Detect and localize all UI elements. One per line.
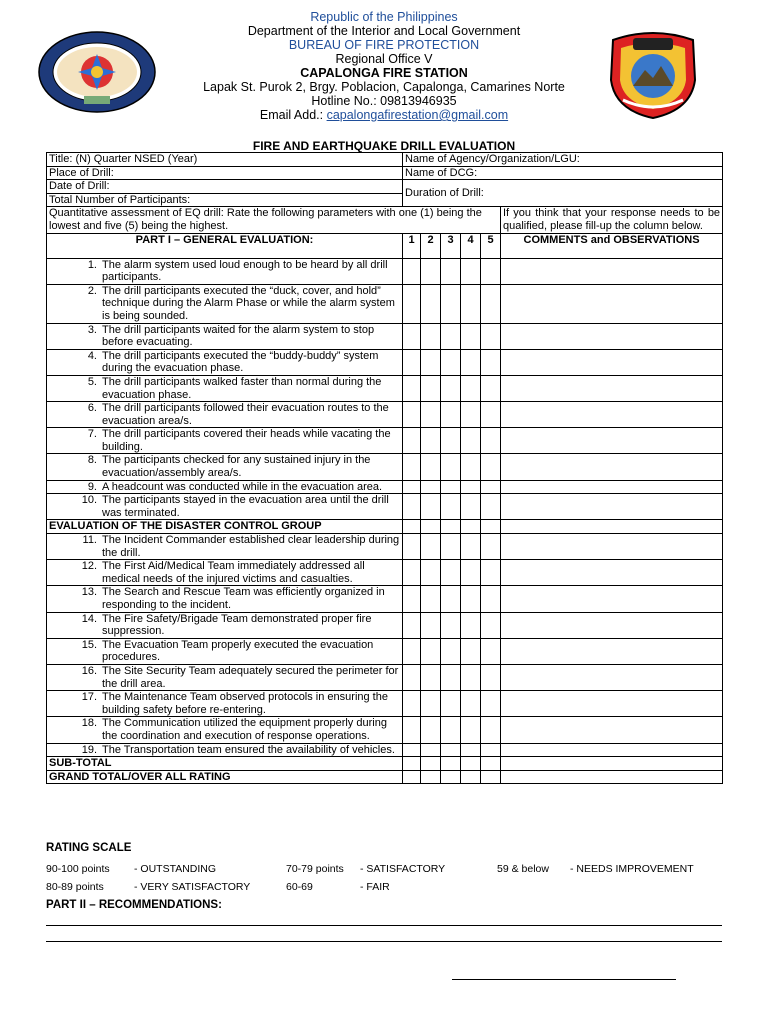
rating-cell-3[interactable]	[441, 691, 461, 717]
criteria-text: The drill participants executed the “buddy-buddy” system during the evacuation phase.	[102, 349, 379, 375]
rating-cell-3[interactable]	[441, 638, 461, 664]
rating-cell-2[interactable]	[421, 454, 441, 480]
dcg-field[interactable]: Name of DCG:	[403, 166, 723, 180]
rating-cell-4[interactable]	[461, 612, 481, 638]
rating-cell-5[interactable]	[481, 717, 501, 743]
criteria-number: 8.	[87, 454, 97, 467]
scale-points: 80-89 points	[46, 881, 104, 893]
rating-scale	[46, 842, 736, 899]
rating-cell-3[interactable]	[441, 480, 461, 494]
address-line: Lapak St. Purok 2, Brgy. Poblacion, Capalonga, Camarines Norte	[203, 80, 565, 94]
region-line: Regional Office V	[335, 52, 433, 66]
rating-cell-3[interactable]	[441, 770, 461, 784]
criteria-number: 12.	[81, 560, 97, 573]
rating-cell-1[interactable]	[403, 757, 421, 771]
rating-cell-4[interactable]	[461, 770, 481, 784]
recommendation-line-1[interactable]	[46, 925, 722, 926]
rating-cell-3[interactable]	[441, 520, 461, 534]
rating-cell-1[interactable]	[403, 402, 421, 428]
criteria-cell	[47, 494, 403, 520]
info-row	[47, 153, 723, 167]
rating-cell-1[interactable]	[403, 664, 421, 690]
comment-cell[interactable]	[501, 480, 723, 494]
bureau-line: BUREAU OF FIRE PROTECTION	[288, 38, 480, 52]
rating-cell-2[interactable]	[421, 402, 441, 428]
criteria-cell	[47, 428, 403, 454]
rating-cell-5[interactable]	[481, 534, 501, 560]
criteria-row	[47, 402, 723, 428]
rating-row	[46, 881, 736, 899]
rating-cell-4[interactable]	[461, 534, 481, 560]
rating-cell-2[interactable]	[421, 638, 441, 664]
criteria-row	[47, 323, 723, 349]
rating-cell-3[interactable]	[441, 757, 461, 771]
rating-row	[46, 863, 736, 881]
rating-cell-1[interactable]	[403, 770, 421, 784]
rating-cell-2[interactable]	[421, 612, 441, 638]
document-title: FIRE AND EARTHQUAKE DRILL EVALUATION	[252, 139, 516, 153]
criteria-number: 16.	[81, 664, 97, 677]
participants-field[interactable]: Total Number of Participants:	[47, 193, 403, 207]
rating-cell-5[interactable]	[481, 664, 501, 690]
rating-cell-3[interactable]	[441, 717, 461, 743]
rating-cell-2[interactable]	[421, 534, 441, 560]
criteria-text: The Evacuation Team properly executed the evacuation procedures.	[102, 638, 374, 664]
column-header-row	[47, 233, 723, 258]
comment-cell[interactable]	[501, 349, 723, 375]
rating-cell-4[interactable]	[461, 402, 481, 428]
rating-cell-2[interactable]	[421, 664, 441, 690]
rating-cell-4[interactable]	[461, 428, 481, 454]
rating-cell-4[interactable]	[461, 258, 481, 284]
criteria-text: The First Aid/Medical Team immediately addressed all medical needs of the injured victims and casualties.	[102, 560, 365, 585]
rating-cell-2[interactable]	[421, 494, 441, 520]
republic-line: Republic of the Philippines	[310, 10, 458, 24]
rating-cell-1[interactable]	[403, 428, 421, 454]
email-line	[0, 108, 768, 122]
criteria-number: 14.	[81, 612, 97, 625]
rating-cell-5[interactable]	[481, 612, 501, 638]
rating-cell-1[interactable]	[403, 454, 421, 480]
rating-scale-heading: RATING SCALE	[46, 842, 132, 854]
criteria-cell	[47, 534, 403, 560]
rating-cell-3[interactable]	[441, 402, 461, 428]
subtotal-label: SUB-TOTAL	[47, 757, 403, 771]
rating-cell-5[interactable]	[481, 375, 501, 401]
rating-cell-5[interactable]	[481, 258, 501, 284]
rating-cell-1[interactable]	[403, 494, 421, 520]
comment-cell[interactable]	[501, 375, 723, 401]
rating-cell-3[interactable]	[441, 664, 461, 690]
comment-cell[interactable]	[501, 691, 723, 717]
rating-cell-4[interactable]	[461, 743, 481, 757]
station-line: CAPALONGA FIRE STATION	[300, 66, 468, 80]
rating-cell-5[interactable]	[481, 586, 501, 612]
rating-cell-2[interactable]	[421, 258, 441, 284]
comment-cell[interactable]	[501, 402, 723, 428]
rating-cell-3[interactable]	[441, 428, 461, 454]
rating-cell-1[interactable]	[403, 691, 421, 717]
dcg-section-heading: EVALUATION OF THE DISASTER CONTROL GROUP	[47, 520, 403, 534]
rating-cell-3[interactable]	[441, 454, 461, 480]
scale-points: 59 & below	[497, 863, 549, 875]
rating-cell-1[interactable]	[403, 743, 421, 757]
scale-label: - OUTSTANDING	[134, 863, 217, 875]
criteria-row	[47, 560, 723, 586]
comment-cell[interactable]	[501, 428, 723, 454]
rating-cell-3[interactable]	[441, 534, 461, 560]
rating-cell-4[interactable]	[461, 454, 481, 480]
rating-cell-5[interactable]	[481, 638, 501, 664]
criteria-row	[47, 586, 723, 612]
rating-cell-4[interactable]	[461, 586, 481, 612]
comment-cell[interactable]	[501, 586, 723, 612]
comment-cell[interactable]	[501, 494, 723, 520]
rating-cell-1[interactable]	[403, 717, 421, 743]
criteria-row	[47, 284, 723, 323]
criteria-number: 19.	[81, 743, 97, 756]
rating-cell-1[interactable]	[403, 349, 421, 375]
criteria-row	[47, 691, 723, 717]
scale-points: 90-100 points	[46, 863, 110, 875]
comment-cell[interactable]	[501, 454, 723, 480]
signature-line[interactable]	[452, 979, 676, 980]
criteria-number: 6.	[87, 402, 97, 415]
rating-cell-3[interactable]	[441, 375, 461, 401]
rating-cell-4[interactable]	[461, 494, 481, 520]
rating-cell-3[interactable]	[441, 743, 461, 757]
criteria-text: The drill participants walked faster than normal during the evacuation phase.	[102, 375, 382, 401]
comment-cell[interactable]	[501, 612, 723, 638]
rating-cell-2[interactable]	[421, 349, 441, 375]
comment-cell[interactable]	[501, 757, 723, 771]
comment-cell[interactable]	[501, 560, 723, 586]
criteria-number: 3.	[87, 323, 97, 336]
criteria-row	[47, 534, 723, 560]
instruction-row	[47, 207, 723, 233]
info-row	[47, 180, 723, 194]
rating-cell-4[interactable]	[461, 691, 481, 717]
date-field[interactable]: Date of Drill:	[47, 180, 403, 194]
criteria-number: 13.	[81, 586, 97, 599]
rating-cell-2[interactable]	[421, 428, 441, 454]
rating-cell-5[interactable]	[481, 560, 501, 586]
rating-cell-4[interactable]	[461, 638, 481, 664]
rating-cell-4[interactable]	[461, 323, 481, 349]
rating-header-1: 1	[403, 233, 421, 258]
comment-cell[interactable]	[501, 717, 723, 743]
rating-cell-1[interactable]	[403, 323, 421, 349]
subtotal-label-row	[47, 757, 723, 771]
grand-total-label-row	[47, 770, 723, 784]
criteria-row	[47, 480, 723, 494]
rating-header-5: 5	[481, 233, 501, 258]
rating-cell-1[interactable]	[403, 560, 421, 586]
rating-cell-2[interactable]	[421, 586, 441, 612]
criteria-row	[47, 454, 723, 480]
dcg-section-heading-row	[47, 520, 723, 534]
rating-cell-5[interactable]	[481, 402, 501, 428]
department-line: Department of the Interior and Local Government	[247, 24, 521, 38]
rating-cell-3[interactable]	[441, 494, 461, 520]
criteria-text: The Fire Safety/Brigade Team demonstrated proper fire suppression.	[102, 612, 372, 638]
rating-cell-1[interactable]	[403, 520, 421, 534]
rating-header-2: 2	[421, 233, 441, 258]
criteria-text: The Site Security Team adequately secured the perimeter for the drill area.	[102, 664, 399, 690]
assessment-instructions: Quantitative assessment of EQ drill: Rate the following parameters with one (1) being the lowest and five (5) being the highest.	[47, 207, 501, 233]
rating-cell-5[interactable]	[481, 494, 501, 520]
hotline-line: Hotline No.: 09813946935	[311, 94, 457, 108]
scale-label: - FAIR	[360, 881, 390, 893]
comment-cell[interactable]	[501, 743, 723, 757]
criteria-number: 9.	[87, 480, 97, 493]
criteria-row	[47, 494, 723, 520]
agency-field[interactable]: Name of Agency/Organization/LGU:	[403, 153, 723, 167]
criteria-row	[47, 349, 723, 375]
criteria-cell	[47, 454, 403, 480]
criteria-row	[47, 664, 723, 690]
criteria-cell	[47, 402, 403, 428]
rating-cell-5[interactable]	[481, 743, 501, 757]
info-row	[47, 166, 723, 180]
comment-cell[interactable]	[501, 664, 723, 690]
criteria-number: 5.	[87, 375, 97, 388]
evaluation-table	[46, 152, 723, 784]
rating-cell-5[interactable]	[481, 770, 501, 784]
rating-cell-3[interactable]	[441, 612, 461, 638]
rating-cell-3[interactable]	[441, 586, 461, 612]
comment-cell[interactable]	[501, 258, 723, 284]
criteria-text: A headcount was conducted while in the evacuation area.	[102, 480, 383, 493]
criteria-cell	[47, 560, 403, 586]
rating-cell-4[interactable]	[461, 757, 481, 771]
criteria-number: 1.	[87, 258, 97, 271]
criteria-text: The Transportation team ensured the availability of vehicles.	[102, 743, 395, 756]
rating-cell-5[interactable]	[481, 757, 501, 771]
criteria-text: The Incident Commander established clear leadership during the drill.	[102, 534, 400, 559]
criteria-cell	[47, 284, 403, 323]
criteria-row	[47, 743, 723, 757]
comment-cell[interactable]	[501, 284, 723, 323]
comment-cell[interactable]	[501, 520, 723, 534]
rating-cell-5[interactable]	[481, 691, 501, 717]
rating-cell-2[interactable]	[421, 375, 441, 401]
rating-cell-3[interactable]	[441, 284, 461, 323]
scale-points: 70-79 points	[286, 863, 344, 875]
rating-cell-2[interactable]	[421, 323, 441, 349]
criteria-text: The drill participants covered their heads while vacating the building.	[102, 428, 391, 453]
rating-cell-4[interactable]	[461, 480, 481, 494]
rating-cell-2[interactable]	[421, 520, 441, 534]
rating-header-4: 4	[461, 233, 481, 258]
criteria-cell	[47, 323, 403, 349]
rating-cell-1[interactable]	[403, 480, 421, 494]
criteria-row	[47, 612, 723, 638]
comment-cell[interactable]	[501, 323, 723, 349]
rating-cell-2[interactable]	[421, 480, 441, 494]
qualify-instructions: If you think that your response needs to be qualified, please fill-up the column below.	[501, 207, 723, 233]
criteria-text: The drill participants waited for the alarm system to stop before evacuating.	[102, 323, 375, 349]
grand-total-label: GRAND TOTAL/OVER ALL RATING	[47, 770, 403, 784]
criteria-text: The alarm system used loud enough to be heard by all drill participants.	[102, 258, 388, 284]
rating-cell-3[interactable]	[441, 258, 461, 284]
recommendation-line-2[interactable]	[46, 941, 722, 942]
rating-cell-5[interactable]	[481, 480, 501, 494]
criteria-cell	[47, 586, 403, 612]
comment-cell[interactable]	[501, 770, 723, 784]
rating-cell-5[interactable]	[481, 428, 501, 454]
criteria-cell	[47, 664, 403, 690]
rating-cell-1[interactable]	[403, 258, 421, 284]
criteria-row	[47, 258, 723, 284]
scale-label: - VERY SATISFACTORY	[134, 881, 251, 893]
rating-cell-2[interactable]	[421, 284, 441, 323]
criteria-cell	[47, 638, 403, 664]
scale-points: 60-69	[286, 881, 313, 893]
rating-cell-2[interactable]	[421, 560, 441, 586]
criteria-text: The Communication utilized the equipment properly during the coordination and execution of response operations.	[102, 717, 387, 742]
criteria-cell	[47, 375, 403, 401]
criteria-number: 2.	[87, 284, 97, 297]
comment-cell[interactable]	[501, 534, 723, 560]
comments-heading: COMMENTS and OBSERVATIONS	[501, 233, 723, 258]
rating-cell-2[interactable]	[421, 770, 441, 784]
rating-cell-5[interactable]	[481, 284, 501, 323]
criteria-text: The participants stayed in the evacuation area until the drill was terminated.	[102, 494, 389, 519]
rating-cell-3[interactable]	[441, 349, 461, 375]
rating-cell-1[interactable]	[403, 375, 421, 401]
comment-cell[interactable]	[501, 638, 723, 664]
criteria-cell	[47, 691, 403, 717]
criteria-cell	[47, 717, 403, 743]
rating-cell-2[interactable]	[421, 757, 441, 771]
criteria-row	[47, 375, 723, 401]
rating-cell-4[interactable]	[461, 520, 481, 534]
letterhead	[0, 10, 768, 122]
criteria-number: 18.	[81, 717, 97, 730]
criteria-number: 15.	[81, 638, 97, 651]
criteria-number: 4.	[87, 349, 97, 362]
rating-cell-4[interactable]	[461, 349, 481, 375]
criteria-cell	[47, 258, 403, 284]
rating-cell-2[interactable]	[421, 717, 441, 743]
rating-cell-4[interactable]	[461, 560, 481, 586]
criteria-row	[47, 428, 723, 454]
place-field[interactable]: Place of Drill:	[47, 166, 403, 180]
criteria-number: 10.	[81, 494, 97, 507]
rating-cell-1[interactable]	[403, 638, 421, 664]
criteria-cell	[47, 480, 403, 494]
criteria-cell	[47, 349, 403, 375]
criteria-row	[47, 717, 723, 743]
criteria-text: The drill participants executed the “duck, cover, and hold” technique during the Alarm Phase or while the alarm system is being sounded.	[102, 284, 395, 322]
rating-cell-2[interactable]	[421, 743, 441, 757]
title-field[interactable]: Title: (N) Quarter NSED (Year)	[47, 153, 403, 167]
criteria-text: The drill participants followed their evacuation routes to the evacuation area/s.	[102, 402, 389, 427]
rating-cell-4[interactable]	[461, 284, 481, 323]
rating-cell-5[interactable]	[481, 349, 501, 375]
rating-cell-4[interactable]	[461, 664, 481, 690]
rating-cell-1[interactable]	[403, 284, 421, 323]
criteria-cell	[47, 743, 403, 757]
rating-cell-5[interactable]	[481, 454, 501, 480]
rating-cell-1[interactable]	[403, 586, 421, 612]
scale-label: - SATISFACTORY	[360, 863, 446, 875]
rating-cell-1[interactable]	[403, 612, 421, 638]
rating-cell-2[interactable]	[421, 691, 441, 717]
criteria-text: The Maintenance Team observed protocols in ensuring the building safety before re-entering.	[102, 691, 388, 716]
criteria-number: 17.	[81, 691, 97, 704]
duration-field[interactable]: Duration of Drill:	[403, 180, 723, 207]
part1-heading: PART I – GENERAL EVALUATION:	[47, 233, 403, 258]
criteria-cell	[47, 612, 403, 638]
rating-cell-5[interactable]	[481, 323, 501, 349]
criteria-text: The Search and Rescue Team was efficiently organized in responding to the incident.	[102, 586, 385, 611]
part2-heading: PART II – RECOMMENDATIONS:	[46, 899, 222, 911]
rating-cell-3[interactable]	[441, 560, 461, 586]
email-link[interactable]: capalongafirestation@gmail.com	[326, 108, 509, 122]
criteria-row	[47, 638, 723, 664]
rating-cell-3[interactable]	[441, 323, 461, 349]
rating-cell-4[interactable]	[461, 375, 481, 401]
criteria-number: 7.	[87, 428, 97, 441]
criteria-text: The participants checked for any sustained injury in the evacuation/assembly area/s.	[102, 454, 371, 480]
rating-cell-4[interactable]	[461, 717, 481, 743]
scale-label: - NEEDS IMPROVEMENT	[570, 863, 694, 875]
criteria-number: 11.	[82, 534, 97, 547]
rating-cell-5[interactable]	[481, 520, 501, 534]
email-label: Email Add.:	[259, 108, 327, 122]
rating-header-3: 3	[441, 233, 461, 258]
rating-cell-1[interactable]	[403, 534, 421, 560]
